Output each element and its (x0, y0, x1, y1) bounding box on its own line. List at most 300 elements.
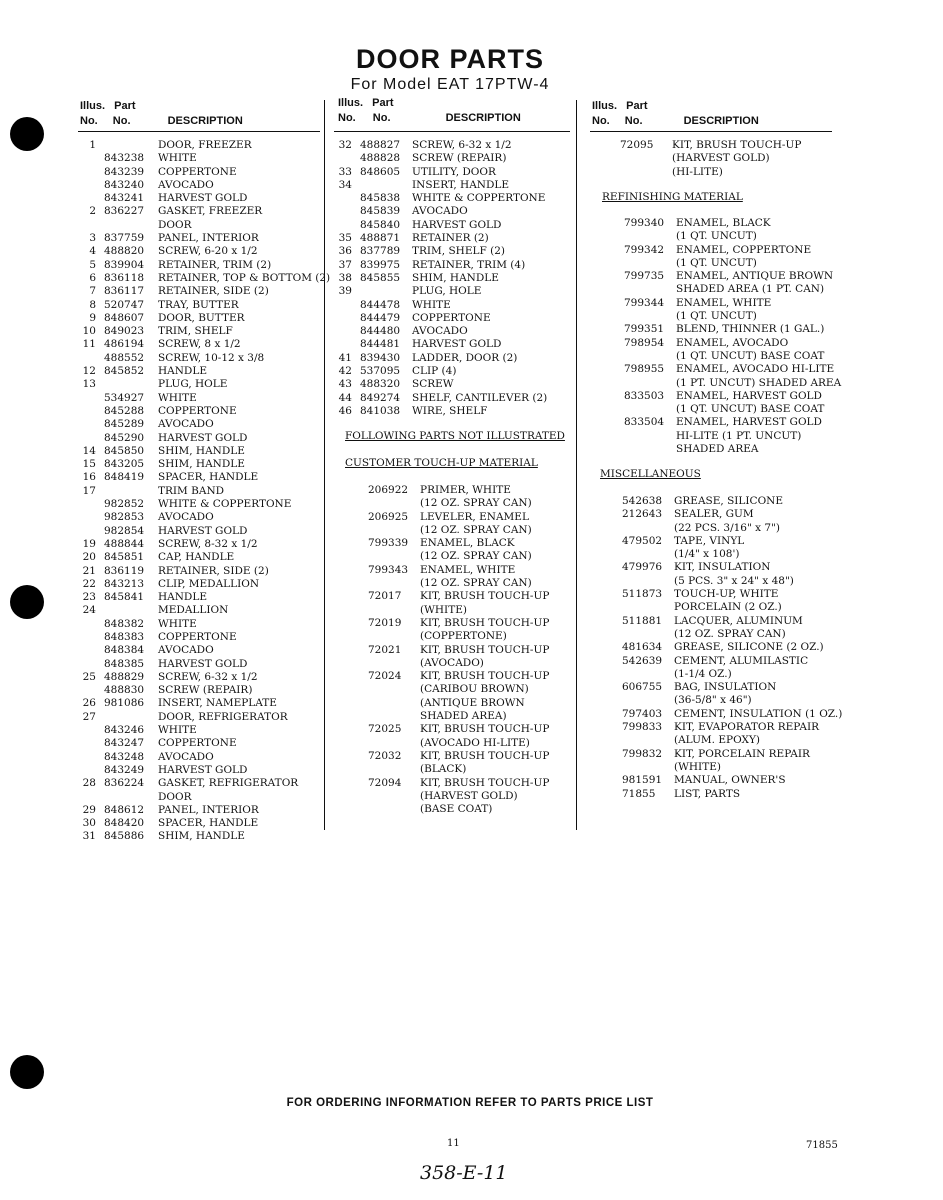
col3-desc-label: DESCRIPTION (683, 115, 759, 127)
part-row (80, 711, 325, 724)
part-description: DOOR, REFRIGERATOR (158, 710, 288, 723)
part-description: (1 QT. UNCUT) (676, 230, 757, 243)
part-description: (1 QT. UNCUT) BASE COAT (676, 403, 825, 416)
illus-number: 22 (82, 577, 96, 590)
part-row (604, 443, 844, 456)
part-number: 843248 (104, 750, 145, 763)
part-row (602, 548, 842, 561)
part-description: DOOR, FREEZER (158, 139, 252, 151)
part-row (338, 139, 574, 152)
parts-column-2 (338, 139, 574, 418)
part-row (80, 551, 325, 564)
part-row (602, 561, 842, 574)
part-description: CAP, HANDLE (158, 551, 235, 564)
part-row (604, 403, 844, 416)
part-number: 799833 (622, 721, 663, 734)
part-row (80, 631, 325, 644)
part-row (602, 628, 842, 641)
part-row (346, 777, 574, 790)
part-description: SCREW, 8-32 x 1/2 (158, 537, 258, 550)
part-description: (12 OZ. SPRAY CAN) (420, 550, 532, 563)
part-number: 845886 (104, 830, 145, 843)
part-description: SCREW, 8 x 1/2 (158, 338, 241, 351)
part-number: 212643 (622, 508, 663, 521)
part-description: RETAINER, SIDE (2) (158, 285, 269, 298)
part-row (600, 166, 840, 179)
part-row (604, 430, 844, 443)
part-number: 836224 (104, 777, 145, 790)
part-description: ENAMEL, HARVEST GOLD (676, 416, 822, 429)
part-description: INSERT, HANDLE (412, 178, 510, 191)
part-number: 843240 (104, 178, 145, 191)
part-row (338, 405, 574, 418)
part-description: WHITE (158, 152, 197, 165)
part-description: SHIM, HANDLE (412, 271, 499, 284)
part-number: 982852 (104, 498, 145, 511)
part-description: PLUG, HOLE (412, 285, 482, 298)
part-number: 837789 (360, 245, 401, 258)
part-row (80, 232, 325, 245)
part-row (80, 485, 325, 498)
part-number: 843239 (104, 165, 145, 178)
part-number: 72095 (620, 139, 654, 151)
part-row (602, 535, 842, 548)
part-row (80, 365, 325, 378)
part-description: KIT, EVAPORATOR REPAIR (674, 721, 819, 734)
part-row (80, 658, 325, 671)
part-row (602, 601, 842, 614)
illus-number: 46 (338, 404, 352, 417)
part-number: 488552 (104, 351, 145, 364)
part-description: (1 QT. UNCUT) (676, 256, 757, 269)
part-row (80, 312, 325, 325)
parts-column-1 (80, 139, 331, 844)
part-row (338, 219, 574, 232)
punch-hole-bottom (10, 1055, 44, 1089)
col1-part-label: Part (114, 100, 136, 112)
part-description: HARVEST GOLD (412, 218, 502, 231)
part-row (346, 697, 574, 710)
part-number: 843241 (104, 192, 145, 205)
part-description: SHELF, CANTILEVER (2) (412, 391, 548, 404)
illus-number: 39 (338, 285, 352, 298)
part-row (602, 721, 842, 734)
part-number: 845290 (104, 431, 145, 444)
part-row (80, 458, 325, 471)
part-description: SCREW (412, 378, 454, 391)
part-row (80, 205, 325, 218)
part-description: (12 OZ. SPRAY CAN) (420, 577, 532, 590)
part-number: 799735 (624, 270, 665, 283)
part-row (80, 644, 325, 657)
part-row (346, 511, 574, 524)
part-row (80, 259, 325, 272)
part-number: 72025 (368, 723, 402, 736)
part-description: TRAY, BUTTER (158, 298, 239, 311)
part-description: TRIM, SHELF (158, 325, 233, 338)
col1-no2-label: No. (112, 115, 131, 127)
part-number: 799832 (622, 747, 663, 760)
part-description: KIT, BRUSH TOUCH-UP (420, 670, 550, 683)
part-number: 837759 (104, 232, 145, 245)
part-number: 799340 (624, 217, 665, 229)
part-number: 843247 (104, 737, 145, 750)
part-row (338, 245, 574, 258)
part-description: (1-1/4 OZ.) (674, 667, 732, 680)
part-row (80, 152, 325, 165)
part-number: 844481 (360, 338, 401, 351)
part-description: HARVEST GOLD (158, 763, 248, 776)
part-row (346, 710, 574, 723)
part-description: SHIM, HANDLE (158, 458, 245, 471)
part-row (338, 392, 574, 405)
part-description: WHITE & COPPERTONE (412, 192, 546, 205)
illus-number: 27 (82, 710, 96, 723)
part-number: 844480 (360, 325, 401, 338)
part-row (338, 299, 574, 312)
refinishing-materials (604, 217, 844, 456)
part-row (80, 751, 325, 764)
illus-number: 24 (82, 604, 96, 617)
part-row (346, 590, 574, 603)
part-row (602, 575, 842, 588)
part-number: 845839 (360, 205, 401, 218)
part-row (338, 285, 574, 298)
illus-number: 32 (338, 139, 352, 151)
part-description: SCREW, 6-20 x 1/2 (158, 245, 258, 258)
part-description: LIST, PARTS (674, 787, 741, 800)
illus-number: 2 (89, 205, 96, 218)
part-row (80, 166, 325, 179)
col3-touchup-kit (600, 139, 840, 179)
col1-header-rule (78, 131, 320, 132)
part-number: 845289 (104, 418, 145, 431)
part-number: 836118 (104, 271, 145, 284)
part-row (604, 337, 844, 350)
part-description: SCREW (REPAIR) (412, 152, 507, 165)
part-number: 982853 (104, 511, 145, 524)
part-description: AVOCADO (158, 644, 214, 657)
part-description: AVOCADO (158, 511, 214, 524)
part-row (346, 497, 574, 510)
col2-desc-label: DESCRIPTION (445, 112, 521, 124)
part-row (602, 668, 842, 681)
part-description: SHIM, HANDLE (158, 830, 245, 843)
part-row (80, 299, 325, 312)
part-description: (BLACK) (420, 763, 467, 776)
part-description: KIT, BRUSH TOUCH-UP (420, 590, 550, 603)
part-description: ENAMEL, AVOCADO (676, 336, 789, 349)
part-row (80, 325, 325, 338)
col3-no2-label: No. (624, 115, 643, 127)
illus-number: 42 (338, 365, 352, 378)
part-number: 479976 (622, 561, 663, 574)
part-row (346, 670, 574, 683)
part-description: ENAMEL, AVOCADO HI-LITE (676, 363, 835, 376)
part-row (602, 615, 842, 628)
illus-number: 36 (338, 245, 352, 258)
part-row (602, 522, 842, 535)
part-description: ENAMEL, COPPERTONE (676, 243, 812, 256)
part-row (346, 617, 574, 630)
illus-number: 19 (82, 537, 96, 550)
part-row (80, 405, 325, 418)
part-description: PANEL, INTERIOR (158, 803, 259, 816)
part-number: 845855 (360, 271, 401, 284)
part-row (346, 577, 574, 590)
part-description: AVOCADO (158, 750, 214, 763)
handwritten-note: 358-E-11 (420, 1162, 508, 1184)
part-row (602, 788, 842, 801)
part-row (602, 588, 842, 601)
part-number: 848383 (104, 630, 145, 643)
part-row (602, 694, 842, 707)
part-row (80, 671, 325, 684)
part-description: (HARVEST GOLD) (420, 789, 518, 802)
illus-number: 44 (338, 391, 352, 404)
col3-header (592, 99, 812, 129)
illus-number: 7 (89, 285, 96, 298)
part-description: (1/4" x 108') (674, 548, 740, 561)
part-row (338, 166, 574, 179)
part-description: ENAMEL, HARVEST GOLD (676, 389, 822, 402)
part-row (604, 270, 844, 283)
part-description: ENAMEL, WHITE (420, 563, 516, 576)
part-number: 982854 (104, 524, 145, 537)
document-code: 71855 (806, 1140, 838, 1151)
col2-illus-label: Illus. (338, 97, 364, 109)
part-number: 798954 (624, 336, 665, 349)
col2-header (338, 96, 568, 126)
part-row (80, 525, 325, 538)
part-number: 72032 (368, 749, 402, 762)
part-number: 488320 (360, 378, 401, 391)
part-description: COPPERTONE (158, 404, 237, 417)
part-row (80, 219, 325, 232)
part-number: 843249 (104, 763, 145, 776)
part-row (80, 578, 325, 591)
part-description: SHIM, HANDLE (158, 444, 245, 457)
part-row (602, 495, 842, 508)
part-row (80, 604, 325, 617)
part-number: 797403 (622, 707, 663, 720)
illus-number: 5 (89, 258, 96, 271)
part-row (338, 259, 574, 272)
touchup-materials (346, 484, 574, 816)
part-description: UTILITY, DOOR (412, 165, 496, 178)
part-number: 511881 (622, 614, 663, 627)
part-row (346, 790, 574, 803)
illus-number: 13 (82, 378, 96, 391)
part-description: SEALER, GUM (674, 508, 754, 521)
part-row (338, 152, 574, 165)
punch-hole-top (10, 117, 44, 151)
part-number: 488828 (360, 152, 401, 165)
page-number: 11 (447, 1138, 460, 1149)
part-row (338, 312, 574, 325)
part-row (80, 498, 325, 511)
col3-header-rule (590, 131, 832, 132)
miscellaneous-parts (602, 495, 842, 801)
illus-number: 1 (89, 139, 96, 151)
part-row (80, 565, 325, 578)
part-row (346, 484, 574, 497)
part-number: 839904 (104, 258, 145, 271)
part-row (346, 683, 574, 696)
part-row (346, 803, 574, 816)
illus-number: 38 (338, 271, 352, 284)
part-row (80, 511, 325, 524)
part-description: PLUG, HOLE (158, 378, 228, 391)
illus-number: 15 (82, 458, 96, 471)
part-description: PRIMER, WHITE (420, 484, 511, 496)
part-description: CLIP (4) (412, 365, 457, 378)
col1-desc-label: DESCRIPTION (167, 115, 243, 127)
part-description: HI-LITE (1 PT. UNCUT) (676, 429, 802, 442)
part-number: 848607 (104, 311, 145, 324)
part-description: RETAINER, TRIM (2) (158, 258, 272, 271)
part-number: 848385 (104, 657, 145, 670)
part-number: 72024 (368, 670, 402, 683)
part-description: MANUAL, OWNER'S (674, 774, 786, 787)
part-row (346, 763, 574, 776)
illus-number: 29 (82, 803, 96, 816)
part-row (80, 737, 325, 750)
part-description: SCREW, 6-32 x 1/2 (412, 139, 512, 151)
part-description: ENAMEL, BLACK (420, 537, 515, 550)
part-number: 848384 (104, 644, 145, 657)
part-description: WHITE & COPPERTONE (158, 498, 292, 511)
part-row (346, 644, 574, 657)
part-description: AVOCADO (158, 178, 214, 191)
part-number: 848382 (104, 617, 145, 630)
part-row (346, 750, 574, 763)
part-description: TAPE, VINYL (674, 534, 745, 547)
part-number: 843213 (104, 577, 145, 590)
part-number: 520747 (104, 298, 145, 311)
col2-header-rule (334, 131, 570, 132)
part-row (80, 591, 325, 604)
part-description: LADDER, DOOR (2) (412, 351, 518, 364)
part-number: 542639 (622, 654, 663, 667)
part-description: INSERT, NAMEPLATE (158, 697, 277, 710)
part-row (602, 774, 842, 787)
part-row (338, 232, 574, 245)
part-number: 71855 (622, 787, 656, 800)
part-row (602, 734, 842, 747)
part-row (604, 297, 844, 310)
part-row (338, 378, 574, 391)
part-description: (5 PCS. 3" x 24" x 48") (674, 574, 794, 587)
part-description: KIT, BRUSH TOUCH-UP (420, 749, 550, 762)
section-miscellaneous: MISCELLANEOUS (600, 468, 701, 480)
part-row (602, 681, 842, 694)
part-description: AVOCADO (158, 418, 214, 431)
illus-number: 9 (89, 311, 96, 324)
part-description: WHITE (412, 298, 451, 311)
part-number: 844479 (360, 311, 401, 324)
part-number: 839975 (360, 258, 401, 271)
part-number: 836119 (104, 564, 145, 577)
part-row (80, 804, 325, 817)
part-description: SCREW, 10-12 x 3/8 (158, 351, 265, 364)
part-description: DOOR (158, 218, 192, 231)
part-number: 799351 (624, 323, 665, 336)
part-description: TRIM, SHELF (2) (412, 245, 505, 258)
part-row (346, 550, 574, 563)
part-number: 833503 (624, 389, 665, 402)
part-row (80, 817, 325, 830)
part-row (604, 350, 844, 363)
col2-no2-label: No. (372, 112, 391, 124)
illus-number: 3 (89, 232, 96, 245)
part-description: TRIM BAND (158, 484, 225, 497)
part-number: 72019 (368, 616, 402, 629)
part-row (80, 471, 325, 484)
part-description: ENAMEL, ANTIQUE BROWN (676, 270, 834, 283)
part-number: 845850 (104, 444, 145, 457)
part-number: 799343 (368, 563, 409, 576)
part-row (346, 604, 574, 617)
part-description: BAG, INSULATION (674, 681, 777, 694)
part-row (604, 310, 844, 323)
part-row (80, 271, 331, 285)
part-description: HARVEST GOLD (158, 524, 248, 537)
part-row (338, 365, 574, 378)
part-number: 542638 (622, 495, 663, 507)
part-number: 836227 (104, 205, 145, 218)
part-description: KIT, BRUSH TOUCH-UP (420, 616, 550, 629)
part-number: 606755 (622, 681, 663, 694)
part-description: HARVEST GOLD (158, 657, 248, 670)
illus-number: 10 (82, 325, 96, 338)
part-description: HANDLE (158, 365, 207, 378)
part-number: 488830 (104, 684, 145, 697)
part-description: (HI-LITE) (672, 165, 723, 178)
illus-number: 6 (89, 271, 96, 284)
part-number: 488820 (104, 245, 145, 258)
part-description: PORCELAIN (2 OZ.) (674, 601, 782, 614)
illus-number: 16 (82, 471, 96, 484)
part-row (338, 325, 574, 338)
part-description: COPPERTONE (412, 311, 491, 324)
punch-hole-middle (10, 585, 44, 619)
part-description: LEVELER, ENAMEL (420, 510, 529, 523)
part-row (338, 338, 574, 351)
part-description: (1 QT. UNCUT) BASE COAT (676, 349, 825, 362)
part-number: 799344 (624, 296, 665, 309)
illus-number: 8 (89, 298, 96, 311)
part-row (80, 392, 325, 405)
part-number: 799342 (624, 243, 665, 256)
part-row (80, 338, 325, 351)
part-number: 843238 (104, 152, 145, 165)
part-description: COPPERTONE (158, 737, 237, 750)
part-row (80, 285, 325, 298)
illus-number: 37 (338, 258, 352, 271)
part-description: WHITE (158, 617, 197, 630)
part-description: CEMENT, INSULATION (1 OZ.) (674, 707, 843, 720)
part-row (346, 524, 574, 537)
part-number: 981086 (104, 697, 145, 710)
illus-number: 4 (89, 245, 96, 258)
part-number: 488829 (104, 670, 145, 683)
part-row (80, 418, 325, 431)
part-row (338, 352, 574, 365)
part-number: 511873 (622, 588, 663, 601)
part-description: HANDLE (158, 591, 207, 604)
part-row (80, 724, 325, 737)
